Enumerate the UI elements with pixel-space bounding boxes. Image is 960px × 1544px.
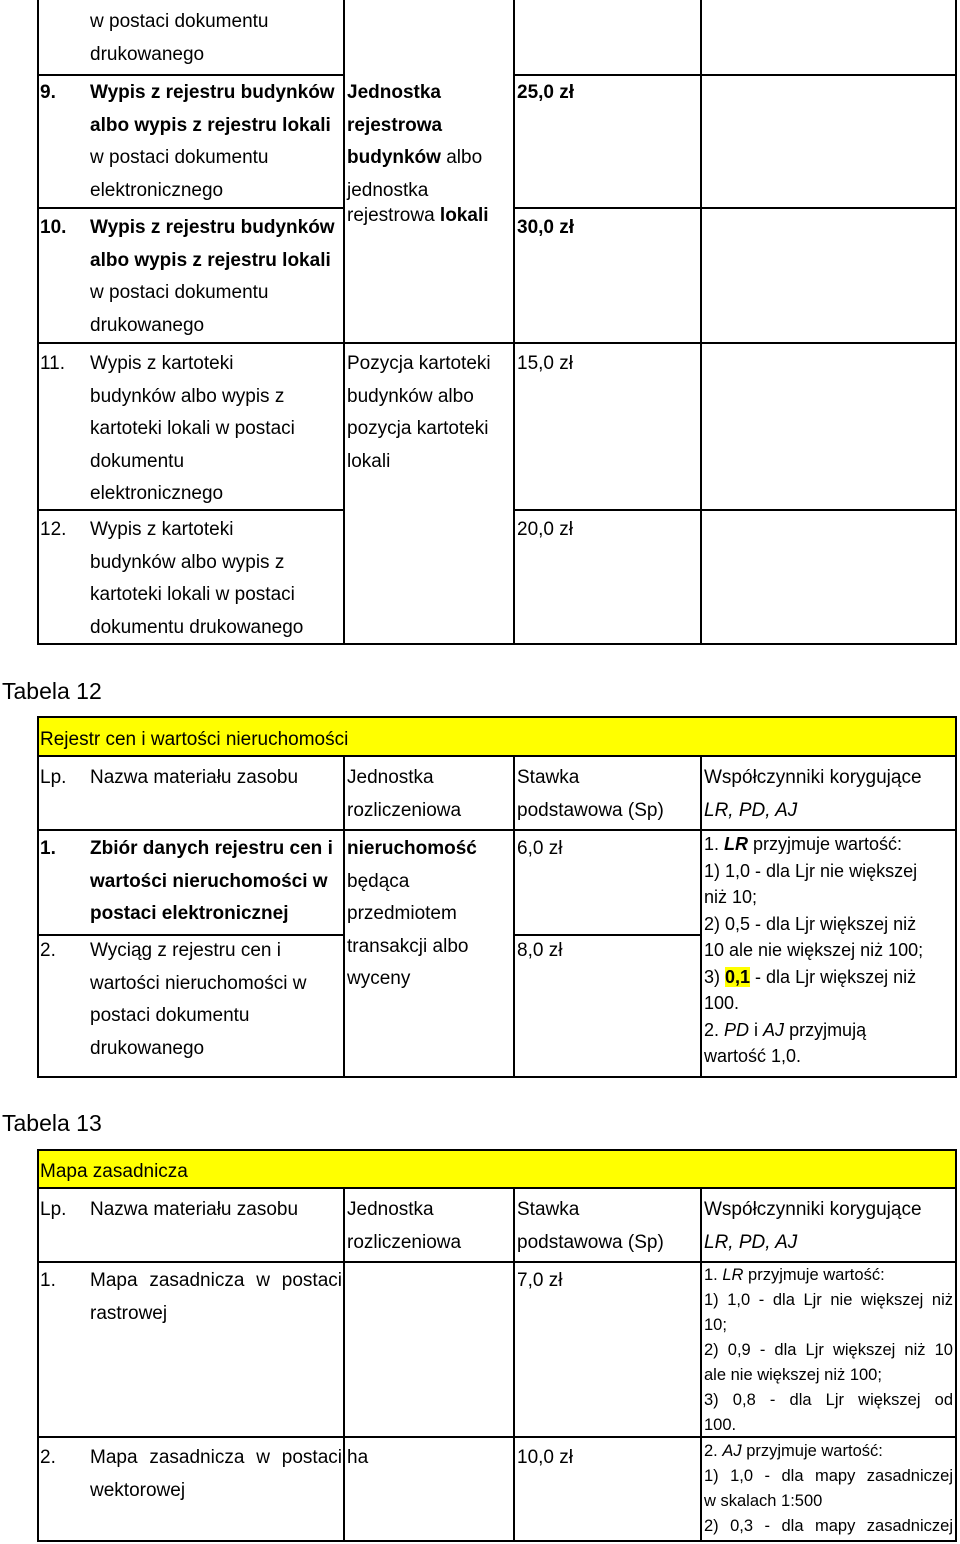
table-cell-name: Zbiór danych rejestru cen i wartości nieruchomości w postaci elektronicznej [90, 838, 333, 924]
table-border-col4 [700, 755, 702, 1078]
table-cell-rate: 6,0 zł [517, 838, 563, 859]
table-cell-name: Mapa zasadnicza w postaci rastrowej [90, 1270, 342, 1324]
table-border-col2 [343, 1187, 345, 1542]
table-border-bottom [37, 1076, 957, 1078]
top-table-border-col2 [343, 0, 345, 645]
table-cell-lp: 11. [40, 353, 66, 374]
table-cell-name: Mapa zasadnicza w postaci wektorowej [90, 1447, 342, 1501]
top-table-border-col4 [700, 0, 702, 645]
top-table-row-divider [513, 74, 957, 76]
table-cell-rate: 25,0 zł [517, 82, 575, 103]
section-title: Tabela 13 [2, 1110, 102, 1136]
table-border-bottom [37, 1540, 957, 1542]
table-cell-lp: 12. [40, 519, 67, 540]
table-cell-lp: 1. [40, 1270, 56, 1291]
table-cell-lp: 1. [40, 838, 56, 859]
table-border-right [955, 716, 957, 1078]
column-header-unit: Jednostka rozliczeniowa [347, 767, 462, 821]
table-title: Mapa zasadnicza [40, 1161, 188, 1182]
top-table-row-divider [513, 509, 957, 511]
column-header-lp: Lp. [40, 1199, 67, 1220]
table-cell-rate: 15,0 zł [517, 353, 573, 374]
top-table-border-left [37, 0, 39, 645]
table-cell-name: Wypis z kartoteki budynków albo wypis z kartoteki lokali w postaci dokumentu elektronicznego [90, 353, 295, 504]
column-header-name: Nazwa materiału zasobu [90, 1199, 299, 1220]
column-header-coef: Współczynniki korygujące LR, PD, AJ [704, 1199, 922, 1253]
table-border-right [955, 1149, 957, 1542]
table-cell-lp: 2. [40, 1447, 56, 1468]
table-border-col3 [513, 755, 515, 1078]
top-table-border-right [955, 0, 957, 645]
table-cell-coef: 2. AJ przyjmuje wartość: 1) 1,0 - dla mapy zasadniczej w skalach 1:500 2) 0,3 - dla mapy zasadniczej [704, 1442, 953, 1535]
top-table-row-divider [513, 207, 957, 209]
top-table-border-col3 [513, 0, 515, 645]
table-border-col3 [513, 1187, 515, 1542]
column-header-rate: Stawka podstawowa (Sp) [517, 767, 664, 821]
table-title: Rejestr cen i wartości nieruchomości [40, 729, 349, 750]
table-cell-name: Wypis z rejestru budynków albo wypis z rejestru lokali w postaci dokumentu drukowanego [90, 217, 335, 336]
table-cell-unit: Pozycja kartoteki budynków albo pozycja kartoteki lokali [347, 353, 491, 472]
table-cell-rate: 7,0 zł [517, 1270, 563, 1291]
table-cell-unit: nieruchomość będąca przedmiotem transakcji albo wyceny [347, 838, 477, 989]
table-border-left [37, 716, 39, 1078]
table-border-col2 [343, 755, 345, 1078]
table-cell-rate: 20,0 zł [517, 519, 573, 540]
table-cell-rate: 8,0 zł [517, 940, 563, 961]
table-header-divider [37, 1187, 957, 1189]
table-cell-coef: 1. LR przyjmuje wartość: 1) 1,0 - dla Ljr nie większej niż 10; 2) 0,5 - dla Ljr większej niż 10 ale nie większej niż 100; 3) 0,1 - dla Ljr większej niż 100. 2. PD i AJ przyjmują wartość 1,0. [704, 834, 924, 1066]
table-cell-name: Wypis z rejestru budynków albo wypis z rejestru lokali w postaci dokumentu elektronicznego [90, 82, 335, 201]
table-border-top [37, 716, 957, 718]
table-border-left [37, 1149, 39, 1542]
table-header-divider [37, 755, 957, 757]
top-table-row-divider [37, 74, 344, 76]
table-cell-name: Wyciąg z rejestru cen i wartości nieruchomości w postaci dokumentu drukowanego [90, 940, 307, 1059]
table-cell-rate: 10,0 zł [517, 1447, 573, 1468]
table-cell-name: Wypis z kartoteki budynków albo wypis z kartoteki lokali w postaci dokumentu drukowanego [90, 519, 304, 638]
table-cell-lp: 10. [40, 217, 67, 238]
table-border-col4 [700, 1187, 702, 1542]
top-table-row-divider [37, 207, 344, 209]
table-cell-name: w postaci dokumentu drukowanego [90, 11, 269, 65]
column-header-rate: Stawka podstawowa (Sp) [517, 1199, 664, 1253]
column-header-unit: Jednostka rozliczeniowa [347, 1199, 462, 1253]
column-header-lp: Lp. [40, 767, 67, 788]
table-cell-unit: ha [347, 1447, 369, 1468]
table-cell-unit: Jednostka rejestrowa budynków albo jednostka rejestrowa lokali [347, 82, 489, 226]
table-cell-rate: 30,0 zł [517, 217, 575, 238]
table-cell-lp: 9. [40, 82, 56, 103]
section-title: Tabela 12 [2, 678, 102, 704]
top-table-row-divider [37, 342, 957, 344]
column-header-name: Nazwa materiału zasobu [90, 767, 299, 788]
column-header-coef: Współczynniki korygujące LR, PD, AJ [704, 767, 922, 821]
table-cell-lp: 2. [40, 940, 56, 961]
table-border-top [37, 1149, 957, 1151]
table-cell-coef: 1. LR przyjmuje wartość: 1) 1,0 - dla Ljr nie większej niż 10; 2) 0,9 - dla Ljr większej niż 10 ale nie większej niż 100; 3) 0,8 - dla Ljr większej od 100. [704, 1266, 953, 1434]
